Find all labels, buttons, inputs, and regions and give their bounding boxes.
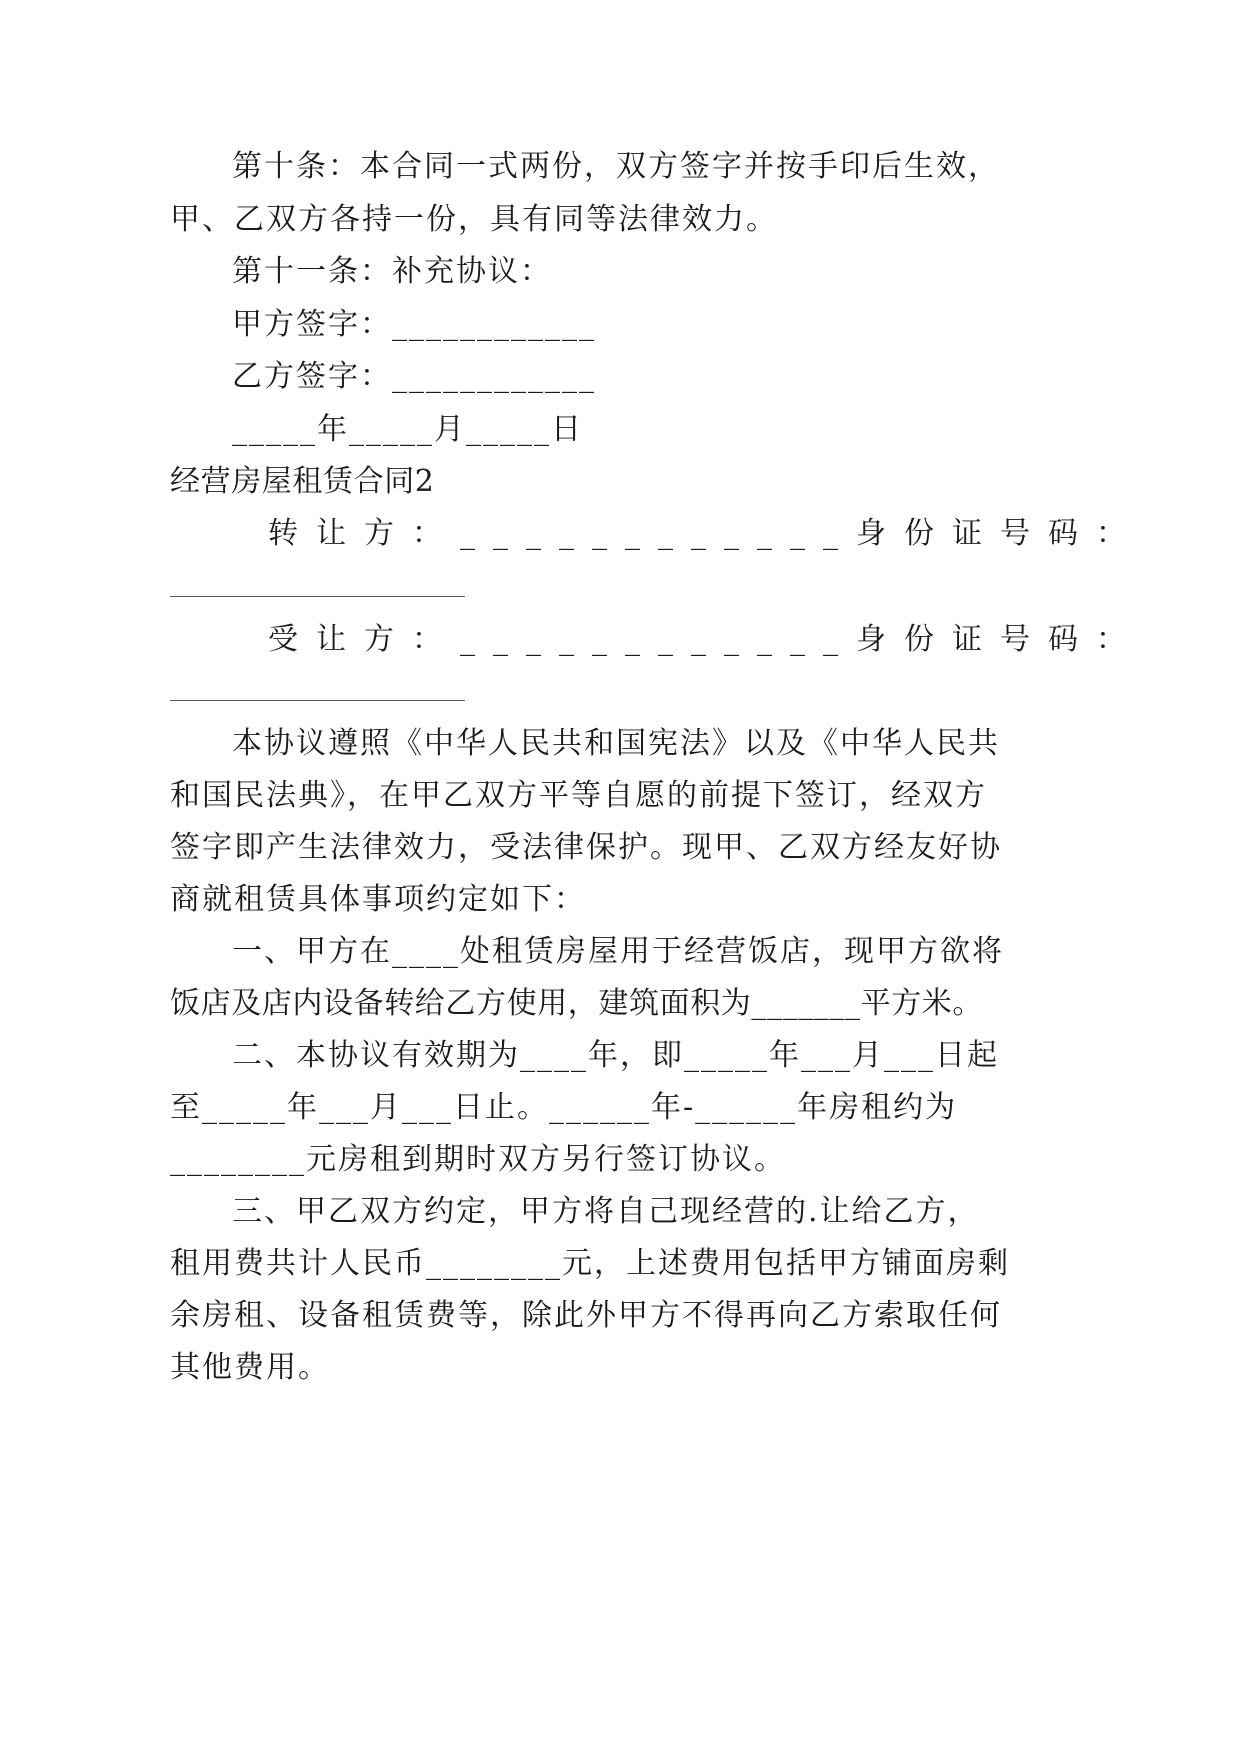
clause-3-line-2: 租用费共计人民币________元，上述费用包括甲方铺面房剩 (170, 1246, 1010, 1281)
clause-2-line-3: ________元房租到期时双方另行签订协议。 (170, 1142, 786, 1177)
article-10-line-1: 第十条：本合同一式两份，双方签字并按手印后生效， (232, 149, 1000, 184)
transferee-id-blank (170, 700, 465, 701)
clause-1-line-2: 饭店及店内设备转给乙方使用，建筑面积为_______平方米。 (170, 986, 983, 1021)
clause-1-line-1: 一、甲方在____处租赁房屋用于经营饭店，现甲方欲将 (232, 934, 1004, 969)
clause-3-line-4: 其他费用。 (170, 1350, 330, 1385)
transferor-id-blank (170, 596, 465, 597)
preamble-line-3: 签字即产生法律效力，受法律保护。现甲、乙双方经友好协 (170, 830, 1002, 865)
article-11-heading: 第十一条：补充协议： (232, 254, 552, 289)
clause-2-line-2: 至_____年___月___日止。______年-______年房租约为 (170, 1090, 958, 1125)
clause-3-line-1: 三、甲乙双方约定，甲方将自己现经营的.让给乙方， (232, 1194, 980, 1229)
party-b-signature: 乙方签字：____________ (232, 359, 596, 394)
clause-3-line-3: 余房租、设备租赁费等，除此外甲方不得再向乙方索取任何 (170, 1298, 1002, 1333)
contract-2-title: 经营房屋租赁合同2 (170, 464, 435, 499)
preamble-line-4: 商就租赁具体事项约定如下： (170, 882, 586, 917)
transferee-line: 受让方：____________身份证号码： (268, 622, 1144, 657)
transferor-line: 转让方：____________身份证号码： (268, 516, 1144, 551)
preamble-line-1: 本协议遵照《中华人民共和国宪法》以及《中华人民共 (232, 726, 1000, 761)
article-10-line-2: 甲、乙双方各持一份，具有同等法律效力。 (170, 202, 778, 237)
clause-2-line-1: 二、本协议有效期为____年，即_____年___月___日起 (232, 1038, 999, 1073)
date-line: _____年_____月_____日 (232, 412, 583, 447)
preamble-line-2: 和国民法典》，在甲乙双方平等自愿的前提下签订，经双方 (170, 778, 987, 813)
party-a-signature: 甲方签字：____________ (232, 307, 596, 342)
